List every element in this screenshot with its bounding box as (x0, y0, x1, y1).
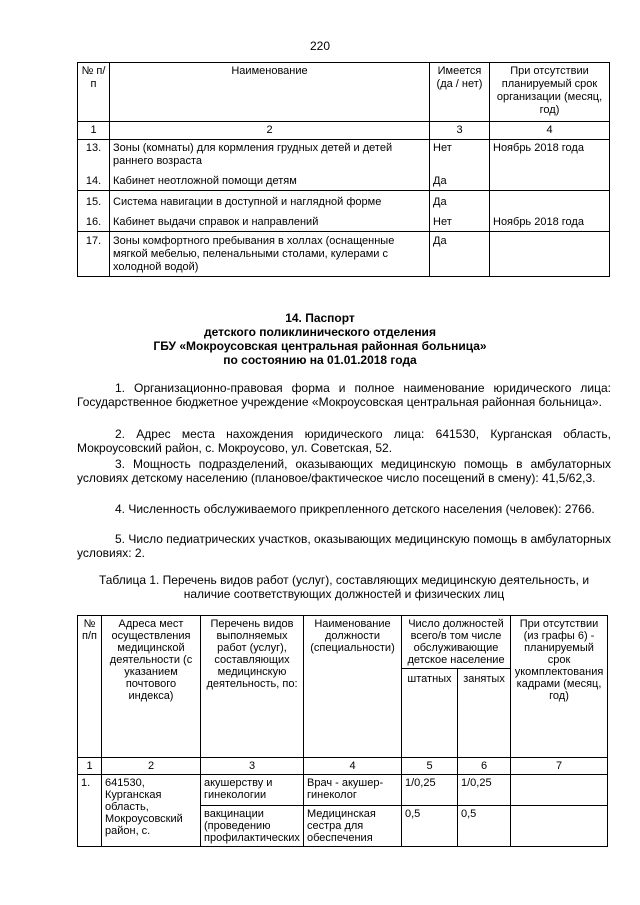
paragraph (77, 532, 611, 560)
paragraph (77, 381, 611, 409)
table-header-row (78, 63, 610, 122)
table-row (78, 170, 610, 191)
row-num: 17. (78, 232, 110, 277)
row-staff: 0,5 (402, 806, 458, 847)
row-plan (490, 191, 610, 212)
table-row (78, 211, 610, 232)
row-address: 641530, Курганская область, Мокроусовский район, с. (102, 775, 201, 847)
row-has: Нет (430, 211, 490, 232)
row-num: 13. (78, 140, 110, 171)
paragraph-text: 4. Численность обслуживаемого прикрепленного детского населения (человек): 2766. (115, 502, 595, 516)
col-number: 3 (201, 758, 304, 775)
header-num: № п/п (78, 616, 102, 758)
row-plan (511, 775, 608, 806)
header-staff: штатных (402, 669, 458, 758)
row-name: Зоны (комнаты) для кормления грудных детей и детей раннего возраста (110, 140, 430, 171)
row-occupied: 1/0,25 (458, 775, 511, 806)
paragraph-text: 5. Число педиатрических участков, оказывающих медицинскую помощь в амбулаторных условиях: 2. (77, 532, 611, 560)
header-position: Наименование должности (специальности) (304, 616, 402, 758)
row-name: Система навигации в доступной и наглядной форме (110, 191, 430, 212)
col-number: 5 (402, 758, 458, 775)
column-number-row (78, 758, 608, 775)
table-row (78, 140, 610, 171)
header-plan: При отсутствии (из графы 6) - планируемый срок укомплектования кадрами (месяц, год) (511, 616, 608, 758)
row-plan: Ноябрь 2018 года (490, 140, 610, 171)
header-count-group: Число должностей всего/в том числе обслуживающие детское население (402, 616, 511, 669)
row-has: Да (430, 232, 490, 277)
facilities-table (77, 62, 610, 277)
row-name: Кабинет неотложной помощи детям (110, 170, 430, 191)
row-work: акушерству и гинекологии (201, 775, 304, 806)
section-title-line: детского поликлинического отделения (204, 325, 436, 339)
header-plan: При отсутствии планируемый срок организации (месяц, год) (490, 63, 610, 122)
row-occupied: 0,5 (458, 806, 511, 847)
header-has: Имеется (да / нет) (430, 63, 490, 122)
row-num: 16. (78, 211, 110, 232)
page-number: 220 (309, 39, 331, 53)
col-number: 2 (110, 122, 430, 140)
col-number: 6 (458, 758, 511, 775)
row-plan (490, 170, 610, 191)
paragraph-text: 1. Организационно-правовая форма и полное наименование юридического лица: Государственное бюджетное учреждение «Мокроусовская центральная районная больница». (77, 381, 611, 409)
col-number: 3 (430, 122, 490, 140)
row-plan: Ноябрь 2018 года (490, 211, 610, 232)
section-title-line: по состоянию на 01.01.2018 года (223, 353, 417, 367)
row-has: Да (430, 191, 490, 212)
col-number: 4 (304, 758, 402, 775)
section-title-line: 14. Паспорт (285, 311, 355, 325)
paragraph (77, 457, 611, 485)
row-num: 1. (78, 775, 102, 847)
paragraph-text: 3. Мощность подразделений, оказывающих медицинскую помощь в амбулаторных условиях детскому населению (плановое/фактическое число посещений в смену): 41,5/62,3. (77, 457, 611, 485)
row-has: Нет (430, 140, 490, 171)
row-work: вакцинации (проведению профилактических (201, 806, 304, 847)
header-address: Адреса мест осуществления медицинской деятельности (с указанием почтового индекса) (102, 616, 201, 758)
table-row (78, 775, 608, 806)
row-position: Медицинская сестра для обеспечения (304, 806, 402, 847)
col-number: 1 (78, 758, 102, 775)
row-plan (511, 806, 608, 847)
section-title-line: ГБУ «Мокроусовская центральная районная больница» (153, 339, 487, 353)
row-num: 15. (78, 191, 110, 212)
col-number: 1 (78, 122, 110, 140)
services-table (77, 615, 608, 847)
paragraph (77, 502, 611, 516)
col-number: 2 (102, 758, 201, 775)
header-occupied: занятых (458, 669, 511, 758)
table-row (78, 191, 610, 212)
column-number-row (78, 122, 610, 140)
header-num: № п/п (78, 63, 110, 122)
paragraph (77, 427, 611, 455)
table-caption: Таблица 1. Перечень видов работ (услуг), составляющих медицинскую деятельность, и наличие соответствующих должностей и физических лиц (98, 573, 590, 601)
row-name: Кабинет выдачи справок и направлений (110, 211, 430, 232)
header-name: Наименование (110, 63, 430, 122)
table-row (78, 232, 610, 277)
col-number: 4 (490, 122, 610, 140)
header-works: Перечень видов выполняемых работ (услуг), составляющих медицинскую деятельность, по: (201, 616, 304, 758)
row-plan (490, 232, 610, 277)
row-name: Зоны комфортного пребывания в холлах (оснащенные мягкой мебелью, пеленальными столами, кулерами с холодной водой) (110, 232, 430, 277)
row-num: 14. (78, 170, 110, 191)
row-has: Да (430, 170, 490, 191)
col-number: 7 (511, 758, 608, 775)
section-heading (0, 311, 640, 367)
row-position: Врач - акушер-гинеколог (304, 775, 402, 806)
paragraph-text: 2. Адрес места нахождения юридического лица: 641530, Курганская область, Мокроусовский район, с. Мокроусово, ул. Советская, 52. (77, 427, 611, 455)
table-header-row (78, 616, 608, 669)
row-staff: 1/0,25 (402, 775, 458, 806)
